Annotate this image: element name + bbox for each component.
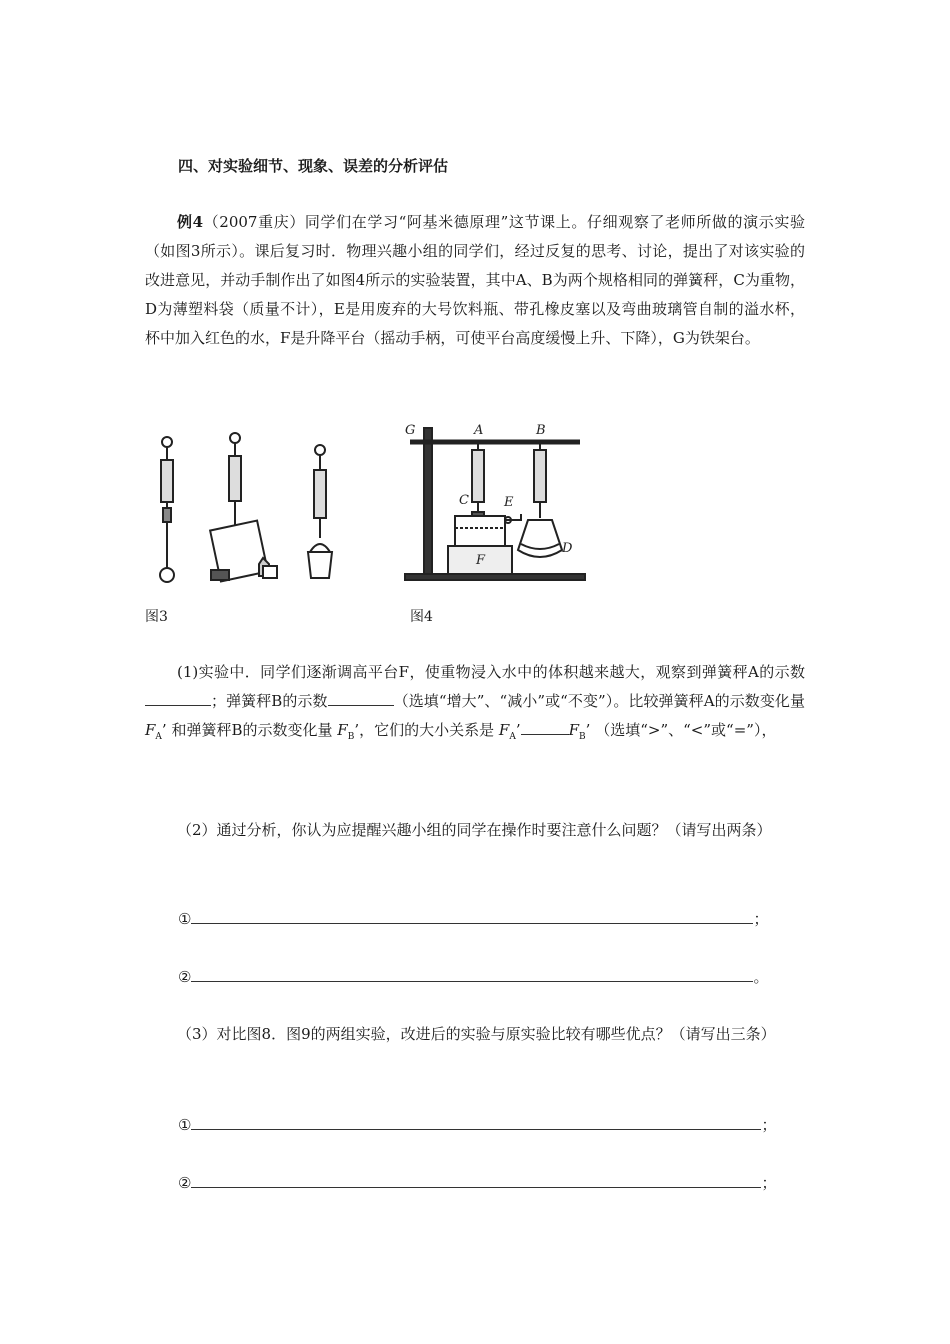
figure-3-caption: 图3 — [145, 609, 168, 625]
q1-fa-prime-2: ’ — [515, 721, 521, 739]
q1-part6: （选填“>”、“<”或“=”）， — [595, 721, 777, 739]
q1-part1: (1)实验中．同学们逐渐调高平台F，使重物浸入水中的体积越来越大，观察到弹簧秤A的示数 — [177, 663, 805, 681]
q1-fb-sub: B — [347, 732, 355, 742]
q1-fb-symbol: F — [337, 721, 348, 739]
q3-line2-marker: ② — [178, 1174, 192, 1192]
q1-blank-a — [145, 704, 211, 706]
q3-answer-line-2[interactable] — [178, 1172, 776, 1192]
figure-4-caption: 图4 — [410, 609, 433, 625]
figure-4-label-d: D — [562, 541, 573, 556]
q3-line1-end: ； — [761, 1116, 777, 1134]
figure-4-label-f: F — [476, 553, 486, 568]
q1-fb-prime-2: ’ — [585, 721, 591, 739]
figure-4-label-a: A — [474, 423, 484, 438]
figure-4-label-g: G — [405, 423, 416, 438]
q1-part3: （选填“增大”、“减小”或“不变”）。比较弹簧秤A的示数变化量 — [393, 692, 805, 710]
figure-4-label-c: C — [459, 493, 469, 508]
figure-3-bucket-scale — [295, 440, 345, 590]
q1-fb-prime: ’ — [354, 721, 360, 739]
q1-fa-sub: A — [155, 732, 162, 742]
q1-blank-c — [521, 733, 569, 735]
example-label: 例4 — [177, 213, 204, 231]
q2-line1-end: ； — [753, 910, 769, 928]
q1-fa-symbol: F — [145, 721, 156, 739]
q3-line1-marker: ① — [178, 1116, 192, 1134]
q1-part5: ，它们的大小关系是 — [359, 721, 495, 739]
q3-line2-end: ； — [761, 1174, 777, 1192]
q2-line1-marker: ① — [178, 910, 192, 928]
q2-line2-end: 。 — [753, 968, 769, 986]
section-title: 四、对实验细节、现象、误差的分析评估 — [178, 157, 449, 175]
question-1 — [145, 658, 805, 752]
figure-3-image — [145, 430, 295, 590]
q3-answer-line-1[interactable] — [178, 1114, 776, 1134]
question-2: （2）通过分析，你认为应提醒兴趣小组的同学在操作时要注意什么问题？（请写出两条） — [177, 821, 772, 839]
q2-line2-marker: ② — [178, 968, 192, 986]
example-paragraph — [145, 208, 805, 353]
figure-4-label-b: B — [536, 423, 546, 438]
q2-answer-line-1[interactable] — [178, 908, 768, 928]
q1-part4: 和弹簧秤B的示数变化量 — [171, 721, 333, 739]
q1-fb-symbol-2: F — [568, 721, 580, 739]
q2-answer-line-2[interactable] — [178, 966, 768, 986]
q1-fa-symbol-2: F — [498, 721, 510, 739]
q1-fb-sub-2: B — [579, 732, 586, 742]
example-text: （2007重庆）同学们在学习“阿基米德原理”这节课上。仔细观察了老师所做的演示实验（如图3所示）。课后复习时．物理兴趣小组的同学们，经过反复的思考、讨论，提出了对该实验的改进意见，并动手制作出了如图4所示的实验装置，其中A、B为两个规格相同的弹簧秤，C为重物，D为薄塑料袋（质量不计），E是用废弃的大号饮料瓶、带孔橡皮塞以及弯曲玻璃管自制的溢水杯，杯中加入红色的水，F是升降平台（摇动手柄，可使平台高度缓慢上升、下降），G为铁架台。 — [145, 213, 806, 347]
q1-part2: ；弹簧秤B的示数 — [211, 692, 328, 710]
q1-fa-prime: ’ — [161, 721, 167, 739]
q1-fa-sub-2: A — [509, 732, 516, 742]
question-3: （3）对比图8．图9的两组实验，改进后的实验与原实验比较有哪些优点？（请写出三条） — [177, 1025, 776, 1043]
figure-4-image — [400, 420, 590, 595]
figure-4-label-e: E — [504, 495, 514, 510]
q1-blank-b — [328, 704, 394, 706]
